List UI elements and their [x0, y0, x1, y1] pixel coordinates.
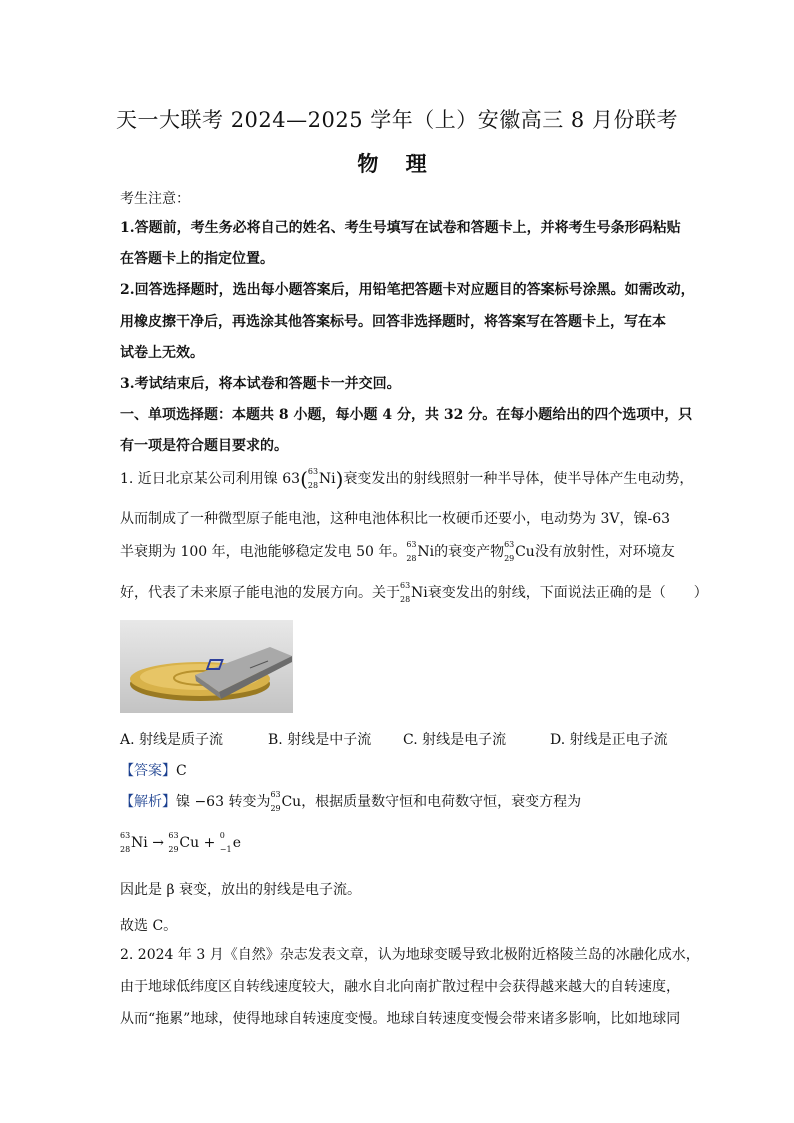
coin-battery-illustration: [120, 620, 293, 713]
electron-nuclide: 0 −1 e: [219, 831, 242, 854]
notice-item-2-end: 试卷上无效。: [120, 345, 204, 361]
ni-nuclide: 63 28 Ni: [120, 831, 148, 854]
ni-nuclide: 63 28 Ni: [400, 581, 428, 604]
q1-text: 没有放射性，对环境友: [534, 544, 675, 560]
notice-item-2-cont: 用橡皮擦干净后，再选涂其他答案标号。回答非选择题时，将答案写在答题卡上，写在本: [120, 314, 666, 330]
cu-nuclide: 63 29 Cu: [168, 831, 200, 854]
cu-nuclide: 63 29 Cu: [270, 790, 302, 813]
q2-line-3: 从而“拖累”地球，使得地球自转速度变慢。地球自转速度变慢会带来诸多影响，比如地球同: [120, 1011, 681, 1027]
exam-title: 天一大联考 2024—2025 学年（上）安徽高三 8 月份联考: [116, 108, 678, 132]
q1-text: 半衰期为 100 年，电池能够稳定发电 50 年。: [120, 544, 407, 560]
q2-line-1: 2. 2024 年 3 月《自然》杂志发表文章，认为地球变暖导致北极附近格陵兰岛的冰融化成水，: [120, 947, 700, 963]
answer-tag: 【答案】: [120, 763, 176, 779]
option-a: A. 射线是质子流: [120, 732, 224, 748]
section-heading-cont: 有一项是符合题目要求的。: [120, 438, 288, 454]
cu-nuclide: 63 29 Cu: [504, 540, 535, 563]
paren-close: ): [335, 467, 344, 491]
q1-text: 好，代表了未来原子能电池的发展方向。关于: [120, 585, 400, 601]
section-heading: 一、单项选择题：本题共 8 小题，每小题 4 分，共 32 分。在每小题给出的四个选项中，只: [120, 407, 693, 423]
q1-text: 的衰变产物: [434, 544, 505, 560]
notice-item-1-cont: 在答题卡上的指定位置。: [120, 251, 274, 267]
plus-symbol: +: [203, 835, 216, 851]
analysis-text: 镍 −63 转变为: [176, 794, 271, 810]
analysis-line: [120, 791, 680, 813]
conclusion-line: 因此是 β 衰变，放出的射线是电子流。: [120, 882, 361, 898]
notice-item-1: 1.答题前，考生务必将自己的姓名、考生号填写在试卷和答题卡上，并将考生号条形码粘贴: [120, 220, 681, 236]
q1-line-4: [120, 581, 708, 604]
q1-text: 衰变发出的射线照射一种半导体，使半导体产生电动势，: [343, 471, 694, 487]
q1-text: 1. 近日北京某公司利用镍 63: [120, 471, 301, 487]
q1-text: 衰变发出的射线，下面说法正确的是（ ）: [427, 585, 708, 601]
choose-line: 故选 C。: [120, 918, 178, 934]
answer-line: [120, 760, 680, 780]
q1-line-2: 从而制成了一种微型原子能电池，这种电池体积比一枚硬币还要小，电动势为 3V，镍-63: [120, 511, 671, 527]
analysis-text: ，根据质量数守恒和电荷数守恒，衰变方程为: [301, 794, 582, 810]
answer-value: C: [176, 763, 187, 779]
notice-item-3: 3.考试结束后，将本试卷和答题卡一并交回。: [120, 376, 401, 392]
q1-line-3: [120, 541, 680, 563]
analysis-tag: 【解析】: [120, 794, 176, 810]
notice-heading: 考生注意：: [120, 191, 190, 207]
q2-line-2: 由于地球低纬度区自转线速度较大，融水自北向南扩散过程中会获得越来越大的自转速度，: [120, 979, 680, 995]
option-b: B. 射线是中子流: [268, 732, 372, 748]
paren-open: (: [300, 467, 308, 491]
battery-photo: [120, 620, 293, 713]
q1-line-1: [120, 467, 694, 491]
option-d: D. 射线是正电子流: [550, 732, 668, 748]
notice-item-2: 2.回答选择题时，选出每小题答案后，用铅笔把答题卡对应题目的答案标号涂黑。如需改动，: [120, 282, 695, 298]
arrow-symbol: →: [152, 835, 164, 851]
ni-nuclide: 63 28 Ni: [406, 540, 435, 563]
ni-nuclide: 63 28 Ni: [307, 467, 336, 490]
option-c: C. 射线是电子流: [403, 732, 507, 748]
subject-title: 物 理: [357, 151, 437, 176]
decay-equation: [120, 832, 680, 854]
